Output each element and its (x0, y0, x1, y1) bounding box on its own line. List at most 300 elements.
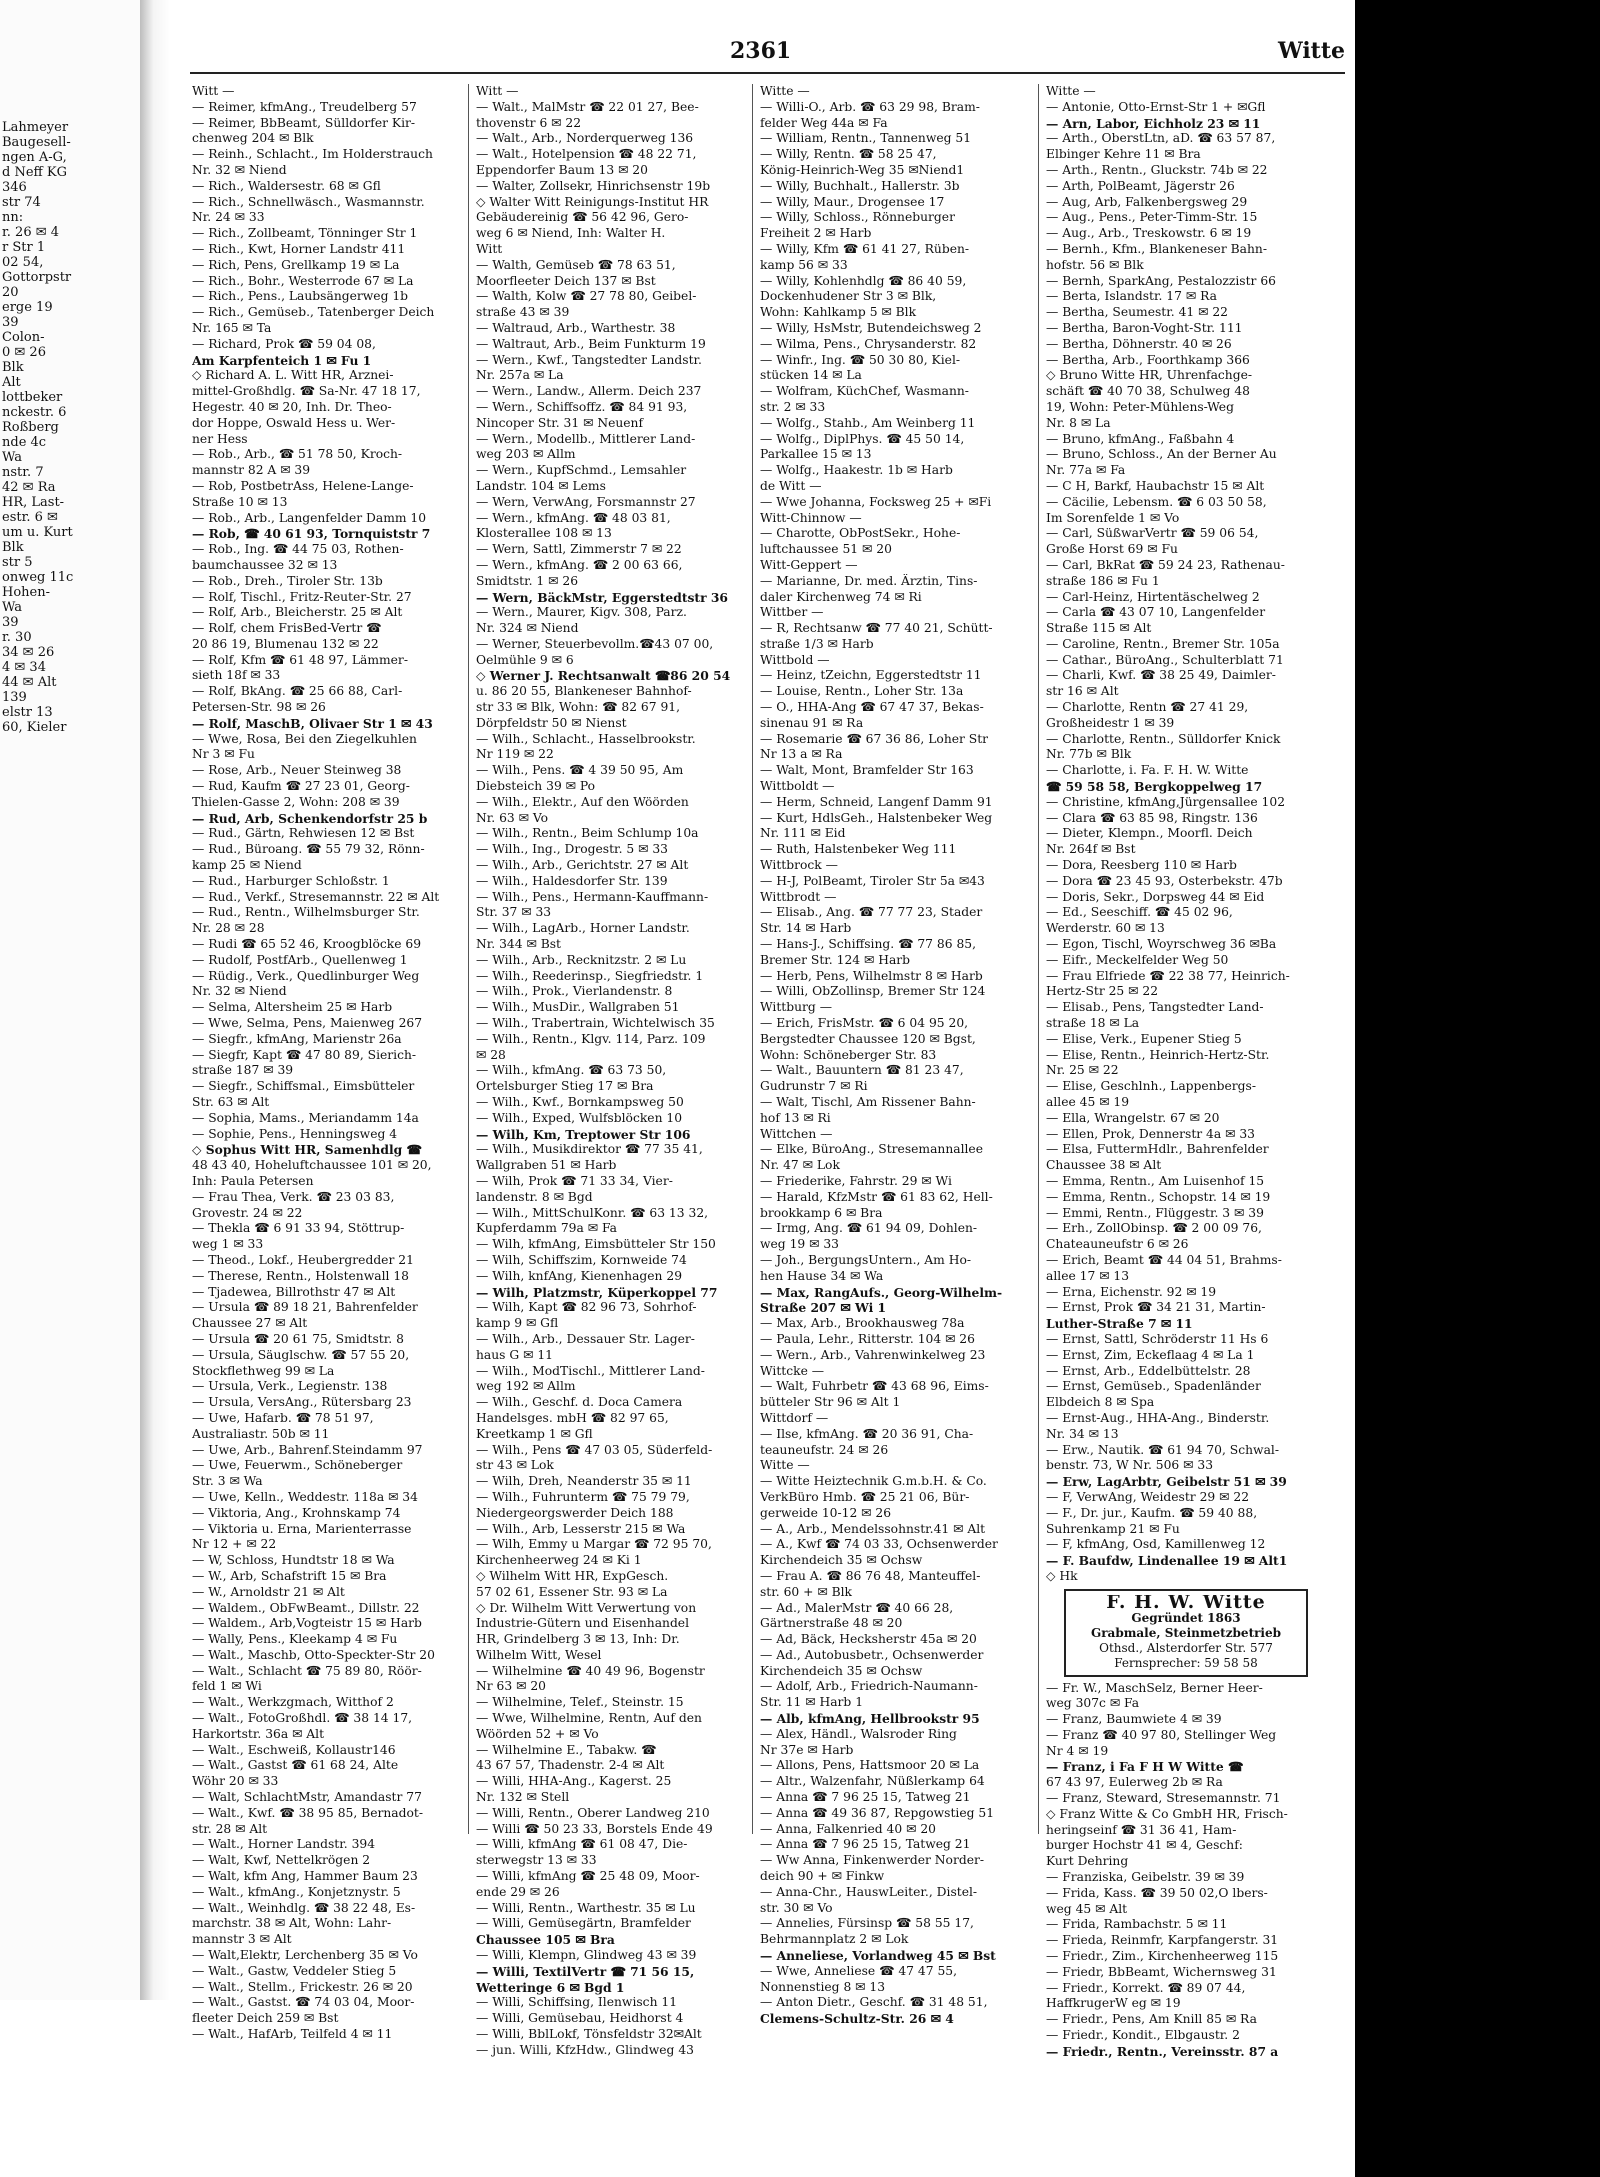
directory-entry: allee 17 ✉ 13 (1046, 1268, 1130, 1283)
directory-entry: — Walt., Weinhdlg. ☎ 38 22 48, Es- (192, 1900, 416, 1915)
directory-entry: Bremer Str. 124 ✉ Harb (760, 952, 911, 967)
directory-entry: felder Weg 44a ✉ Fa (760, 115, 888, 130)
directory-entry: — Franziska, Geibelstr. 39 ✉ 39 (1046, 1870, 1245, 1885)
directory-entry: Nr. 324 ✉ Niend (476, 621, 579, 636)
directory-entry: gerweide 10-12 ✉ 26 (760, 1505, 892, 1520)
directory-entry: — Wern., Maurer, Kigv. 308, Parz. (476, 605, 687, 620)
directory-entry: — Wern., kfmAng. ☎ 2 00 63 66, (476, 557, 683, 572)
directory-entry: str. 2 ✉ 33 (760, 399, 826, 414)
directory-entry: ner Hess (192, 431, 248, 446)
directory-entry: ◇ Richard A. L. Witt HR, Arznei- (192, 368, 394, 383)
directory-entry: — Alb, kfmAng, Hellbrookstr 95 (760, 1711, 980, 1727)
directory-entry: — Rob., Ing. ☎ 44 75 03, Rothen- (192, 542, 404, 557)
directory-entry: benstr. 73, W Nr. 506 ✉ 33 (1046, 1458, 1214, 1473)
directory-entry: — Ursula ☎ 20 61 75, Smidtstr. 8 (192, 1331, 404, 1346)
directory-entry: mannstr 82 A ✉ 39 (192, 463, 311, 478)
directory-entry: — Dieter, Klempn., Moorfl. Deich (1046, 826, 1253, 841)
directory-entry: — Friedr., Korrekt. ☎ 89 07 44, (1046, 1980, 1246, 1995)
directory-entry: — Bertha, Arb., Foorthkamp 366 (1046, 352, 1250, 367)
directory-entry: — Wilh., ModTischl., Mittlerer Land- (476, 1363, 705, 1378)
directory-entry: — Walt., Kwf. ☎ 38 95 85, Bernadot- (192, 1805, 423, 1820)
directory-entry: chenweg 204 ✉ Blk (192, 131, 314, 146)
directory-entry: — Wilma, Pens., Chrysanderstr. 82 (760, 336, 977, 351)
directory-entry: — Anna ☎ 49 36 87, Repgowstieg 51 (760, 1805, 995, 1820)
directory-entry: — Walt., Horner Landstr. 394 (192, 1837, 376, 1852)
directory-entry: — Bernh, SparkAng, Pestalozzistr 66 (1046, 273, 1276, 288)
directory-entry: VerkBüro Hmb. ☎ 25 21 06, Bür- (760, 1489, 970, 1504)
left-page-line: Hohen- (2, 585, 50, 600)
directory-entry: — Walt., Gastst. ☎ 74 03 04, Moor- (192, 1995, 415, 2010)
directory-entry: — Alex, Händl., Walsroder Ring (760, 1726, 957, 1741)
header-rule (190, 72, 1345, 74)
directory-entry: — Ursula, Verk., Legienstr. 138 (192, 1379, 388, 1394)
directory-entry: Eppendorfer Baum 13 ✉ 20 (476, 162, 648, 177)
directory-entry: — Rob, PostbetrAss, Helene-Lange- (192, 478, 414, 493)
directory-entry: — Carl-Heinz, Hirtentäschelweg 2 (1046, 589, 1260, 604)
directory-entry: — Rich, Pens, Grellkamp 19 ✉ La (192, 257, 400, 272)
advert-line-2: Othsd., Alsterdorfer Str. 577 (1099, 1640, 1273, 1655)
directory-entry: — Altr., Walzenfahr, Nüßlerkamp 64 (760, 1774, 985, 1789)
directory-entry: — Wilh., Haldesdorfer Str. 139 (476, 873, 668, 888)
directory-entry: 19, Wohn: Peter-Mühlens-Weg (1046, 399, 1234, 414)
directory-entry: — Wwe, Selma, Pens, Maienweg 267 (192, 1016, 423, 1031)
left-page-line: Baugesell- (2, 135, 71, 150)
directory-entry: — Walt, Tischl, Am Rissener Bahn- (760, 1095, 976, 1109)
directory-entry: kamp 25 ✉ Niend (192, 858, 302, 873)
directory-entry: — Ernst, Sattl, Schröderstr 11 Hs 6 (1046, 1331, 1269, 1346)
directory-entry: — Rud., Rentn., Wilhelmsburger Str. (192, 905, 420, 920)
directory-entry: stücken 14 ✉ La (760, 368, 862, 383)
directory-entry: Wöhr 20 ✉ 33 (192, 1774, 279, 1789)
directory-entry: — Dora ☎ 23 45 93, Osterbekstr. 47b (1046, 873, 1283, 888)
directory-entry: — Antonie, Otto-Ernst-Str 1 + ✉Gfl (1046, 99, 1266, 114)
directory-entry: Elbdeich 8 ✉ Spa (1046, 1395, 1155, 1410)
directory-entry: Diebsteich 39 ✉ Po (476, 779, 596, 794)
directory-entry: — Erh., ZollObinsp. ☎ 2 00 09 76, (1046, 1221, 1262, 1236)
directory-entry: — W., Arnoldstr 21 ✉ Alt (192, 1584, 345, 1599)
directory-entry: — Wern., KupfSchmd., Lemsahler (476, 463, 687, 478)
directory-entry: — Aug., Arb., Treskowstr. 6 ✉ 19 (1046, 226, 1252, 241)
directory-entry: — Ad., Autobusbetr., Ochsenwerder (760, 1647, 984, 1662)
directory-entry: — Waltraud, Arb., Warthestr. 38 (476, 320, 676, 335)
left-page-line: r. 26 ✉ 4 (2, 225, 60, 240)
directory-entry: hof 13 ✉ Ri (760, 1110, 831, 1125)
directory-entry: — Rud., Büroang. ☎ 55 79 32, Rönn- (192, 842, 425, 857)
directory-entry: — Ernst, Zim, Eckeflaag 4 ✉ La 1 (1046, 1347, 1255, 1362)
left-page-line: lottbeker (2, 390, 63, 405)
directory-entry: — Walt., HafArb, Teilfeld 4 ✉ 11 (192, 2027, 393, 2042)
directory-entry: — Frida, Kass. ☎ 39 50 02,O lbers- (1046, 1885, 1268, 1900)
directory-entry: weg 192 ✉ Allm (476, 1379, 576, 1394)
directory-entry: Wallgraben 51 ✉ Harb (476, 1158, 617, 1173)
directory-entry: — Erich, Beamt ☎ 44 04 51, Brahms- (1046, 1252, 1282, 1267)
directory-entry: Parkallee 15 ✉ 13 (760, 447, 872, 462)
directory-entry: ✉ 28 (476, 1047, 506, 1062)
directory-entry: — Walt, kfm Ang, Hammer Baum 23 (192, 1869, 418, 1884)
directory-entry: — Selma, Altersheim 25 ✉ Harb (192, 1000, 393, 1015)
directory-entry: weg 203 ✉ Allm (476, 447, 576, 462)
directory-entry: — Walth, Gemüseb ☎ 78 63 51, (476, 257, 676, 272)
directory-entry: Hertz-Str 25 ✉ 22 (1046, 984, 1159, 999)
directory-entry: — Ernst-Aug., HHA-Ang., Binderstr. (1046, 1410, 1270, 1425)
directory-entry: allee 45 ✉ 19 (1046, 1095, 1130, 1109)
left-page-line: Colon- (2, 330, 45, 345)
directory-entry: — Rob., Arb., ☎ 51 78 50, Kroch- (192, 447, 403, 462)
directory-entry: — Rich., Kwt, Horner Landstr 411 (192, 241, 406, 256)
directory-entry: — R, Rechtsanw ☎ 77 40 21, Schütt- (760, 621, 993, 636)
running-head: Witte (1278, 38, 1345, 64)
left-page-line: um u. Kurt (2, 525, 73, 540)
directory-entry: — Siegfr, Kapt ☎ 47 80 89, Sierich- (192, 1047, 417, 1062)
directory-entry: Nr. 32 ✉ Niend (192, 984, 287, 999)
directory-entry: Stockflethweg 99 ✉ La (192, 1363, 335, 1378)
directory-entry: — Wilh., Elektr., Auf den Wöörden (476, 794, 689, 809)
directory-entry: — Wern., Landw., Allerm. Deich 237 (476, 384, 702, 399)
directory-entry: — Werner, Steuerbevollm.☎43 07 00, (476, 636, 714, 651)
left-page-line: r Str 1 (2, 240, 46, 255)
directory-entry: Großheidestr 1 ✉ 39 (1046, 715, 1175, 730)
directory-entry: thovenstr 6 ✉ 22 (476, 115, 582, 130)
directory-entry: weg 1 ✉ 33 (192, 1237, 264, 1252)
directory-entry: — Wilh., Pens., Hermann-Kauffmann- (476, 889, 709, 904)
directory-entry: Nr. 257a ✉ La (476, 368, 564, 383)
directory-entry: — Sophie, Pens., Henningsweg 4 (192, 1126, 398, 1141)
directory-entry: Witte — (760, 1458, 810, 1473)
directory-entry: — Rolf, BkAng. ☎ 25 66 88, Carl- (192, 684, 403, 699)
directory-entry: — Walt., MalMstr ☎ 22 01 27, Bee- (476, 99, 699, 114)
directory-entry: — Rich., Zollbeamt, Tönninger Str 1 (192, 226, 418, 241)
directory-entry: — Wolfg., DiplPhys. ☎ 45 50 14, (760, 431, 965, 446)
directory-entry: Bergstedter Chaussee 120 ✉ Bgst, (760, 1031, 976, 1046)
directory-entry: sinenau 91 ✉ Ra (760, 715, 864, 730)
directory-entry: — Heinz, tZeichn, Eggerstedtstr 11 (760, 668, 982, 683)
directory-entry: — Christine, kfmAng,Jürgensallee 102 (1046, 794, 1286, 809)
directory-entry: — Wwe Johanna, Focksweg 25 + ✉Fi (760, 494, 992, 509)
directory-entry: — Ruth, Halstenbeker Weg 111 (760, 842, 957, 857)
directory-entry: — Willy, Rentn. ☎ 58 25 47, (760, 147, 937, 162)
directory-entry: ◇ Dr. Wilhelm Witt Verwertung von (476, 1600, 697, 1615)
directory-entry: — H-J, PolBeamt, Tiroler Str 5a ✉43 (760, 873, 985, 888)
directory-entry: kamp 56 ✉ 33 (760, 257, 848, 272)
directory-entry: — Harald, KfzMstr ☎ 61 83 62, Hell- (760, 1189, 993, 1204)
directory-entry: — Caroline, Rentn., Bremer Str. 105a (1046, 636, 1280, 651)
directory-entry: str 33 ✉ Blk, Wohn: ☎ 82 67 91, (476, 700, 681, 715)
directory-entry: Kupferdamm 79a ✉ Fa (476, 1221, 617, 1236)
directory-entry: Wittber — (760, 605, 824, 620)
directory-entry: — Wilh., Exped, Wulfsblöcken 10 (476, 1110, 683, 1125)
directory-entry: — Wern, BäckMstr, Eggerstedtstr 36 (476, 589, 728, 605)
directory-entry: — Friederike, Fahrstr. 29 ✉ Wi (760, 1173, 952, 1188)
directory-entry: — Uwe, Kelln., Weddestr. 118a ✉ 34 (192, 1489, 418, 1504)
directory-entry: — O., HHA-Ang ☎ 67 47 37, Bekas- (760, 700, 984, 715)
directory-entry: Moorfleeter Deich 137 ✉ Bst (476, 273, 656, 288)
page-number: 2361 (730, 38, 792, 64)
directory-entry: Landstr. 104 ✉ Lems (476, 478, 606, 493)
directory-entry: Nr 119 ✉ 22 (476, 747, 554, 762)
directory-entry: Chaussee 105 ✉ Bra (476, 1932, 615, 1948)
directory-entry: — Elise, Geschlnh., Lappenbergs- (1046, 1079, 1256, 1094)
directory-entry: Inh: Paula Petersen (192, 1173, 314, 1188)
directory-entry: — Ursula, Säuglschw. ☎ 57 55 20, (192, 1347, 410, 1362)
left-page-line: HR, Last- (2, 495, 65, 510)
directory-entry: — Erw, LagArbtr, Geibelstr 51 ✉ 39 (1046, 1474, 1287, 1490)
directory-column-4 (1046, 84, 1316, 2060)
directory-entry: — Rud., Verkf., Stresemannstr. 22 ✉ Alt (192, 889, 440, 904)
directory-entry: — Viktoria u. Erna, Marienterrasse (192, 1521, 412, 1536)
directory-entry: Petersen-Str. 98 ✉ 26 (192, 700, 326, 715)
directory-entry: Nr. 77b ✉ Blk (1046, 747, 1132, 762)
directory-entry: — Rich., Pens., Laubsängerweg 1b (192, 289, 409, 304)
directory-entry: — Walt., Werkzgmach, Witthof 2 (192, 1695, 394, 1710)
directory-entry: — Rich., Waldersestr. 68 ✉ Gfl (192, 178, 381, 193)
directory-entry: — Uwe, Feuerwm., Schöneberger (192, 1458, 403, 1473)
directory-entry: — Cathar., BüroAng., Schulterblatt 71 (1046, 652, 1284, 667)
directory-entry: — Rob., Dreh., Tiroler Str. 13b (192, 573, 383, 588)
directory-entry: — Willi, Gemüsebau, Heidhorst 4 (476, 2011, 684, 2026)
directory-entry: — Carl, BkRat ☎ 59 24 23, Rathenau- (1046, 557, 1285, 572)
directory-entry: Nr. 63 ✉ Vo (476, 810, 549, 825)
directory-entry: teauneufstr. 24 ✉ 26 (760, 1442, 889, 1457)
directory-entry: — Theod., Lokf., Heubergredder 21 (192, 1252, 414, 1267)
directory-entry: 43 67 57, Thadenstr. 2-4 ✉ Alt (476, 1758, 665, 1773)
directory-entry: — Frida, Rambachstr. 5 ✉ 11 (1046, 1917, 1228, 1932)
directory-entry: mannstr 3 ✉ Alt (192, 1932, 292, 1947)
directory-entry: Harkortstr. 36a ✉ Alt (192, 1726, 325, 1741)
directory-entry: 20 86 19, Blumenau 132 ✉ 22 (192, 636, 379, 651)
directory-entry: — Egon, Tischl, Woyrschweg 36 ✉Ba (1046, 937, 1277, 952)
directory-entry: — Rolf, Kfm ☎ 61 48 97, Lämmer- (192, 652, 408, 667)
directory-entry: Wittchen — (760, 1126, 833, 1141)
directory-entry: — Wwe, Anneliese ☎ 47 47 55, (760, 1963, 957, 1978)
directory-entry: — Friedr., Rentn., Vereinsstr. 87 a (1046, 2043, 1279, 2059)
directory-entry: — Emmi, Rentn., Flüggestr. 3 ✉ 39 (1046, 1205, 1264, 1220)
directory-entry: — Berta, Islandstr. 17 ✉ Ra (1046, 289, 1217, 304)
directory-entry: — Rud, Kaufm ☎ 27 23 01, Georg- (192, 779, 410, 794)
directory-entry: — Winfr., Ing. ☎ 50 30 80, Kiel- (760, 352, 961, 367)
directory-entry: — Ella, Wrangelstr. 67 ✉ 20 (1046, 1110, 1220, 1125)
directory-entry: Dörpfeldstr 50 ✉ Nienst (476, 715, 627, 730)
directory-entry: heringseinf ☎ 31 36 41, Ham- (1046, 1822, 1237, 1837)
directory-entry: — Wilh., Reederinsp., Siegfriedstr. 1 (476, 968, 704, 983)
directory-entry: hen Hause 34 ✉ Wa (760, 1268, 884, 1283)
directory-entry: — Walt,Elektr, Lerchenberg 35 ✉ Vo (192, 1948, 418, 1963)
directory-entry: — Wilh, kfmAng, Eimsbütteler Str 150 (476, 1237, 716, 1252)
directory-entry: Nr. 165 ✉ Ta (192, 320, 272, 335)
directory-entry: Gudrunstr 7 ✉ Ri (760, 1079, 868, 1094)
directory-entry: — Willi, HHA-Ang., Kagerst. 25 (476, 1774, 672, 1789)
left-page-line: 34 ✉ 26 (2, 645, 55, 660)
directory-entry: — Rud., Harburger Schloßstr. 1 (192, 873, 390, 888)
directory-entry: Industrie-Gütern und Eisenhandel (476, 1616, 690, 1631)
directory-entry: — Kurt, HdlsGeh., Halstenbeker Weg (760, 810, 993, 825)
directory-entry: Ortelsburger Stieg 17 ✉ Bra (476, 1079, 654, 1094)
left-page-line: Wa (2, 450, 22, 465)
directory-entry: Witt-Geppert — (760, 557, 858, 572)
left-page-line: d Neff KG (2, 165, 67, 180)
left-page-line: Roßberg (2, 420, 59, 435)
directory-entry: — Franz ☎ 40 97 80, Stellinger Weg (1046, 1727, 1277, 1742)
directory-entry: — Thekla ☎ 6 91 33 94, Stöttrup- (192, 1221, 405, 1236)
directory-entry: — Frau A. ☎ 86 76 48, Manteuffel- (760, 1568, 981, 1583)
directory-entry: — Willy, Schloss., Rönneburger (760, 210, 955, 225)
directory-entry: — Wolfg., Haakestr. 1b ✉ Harb (760, 463, 953, 478)
directory-entry: — Rolf, chem FrisBed-Vertr ☎ (192, 621, 382, 636)
directory-entry: Wittbrock — (760, 858, 838, 873)
directory-entry: str. 60 + ✉ Blk (760, 1584, 852, 1599)
directory-entry: str. 28 ✉ Alt (192, 1821, 268, 1836)
directory-column-3 (760, 84, 1030, 2027)
directory-entry: — Walt., Gastw, Veddeler Stieg 5 (192, 1963, 397, 1978)
column-divider (1038, 84, 1039, 1834)
directory-entry: Wetteringe 6 ✉ Bgd 1 (476, 1979, 625, 1995)
directory-entry: — Willi, Klempn, Glindweg 43 ✉ 39 (476, 1948, 697, 1963)
directory-entry: — jun. Willi, KfzHdw., Glindweg 43 (476, 2042, 694, 2057)
directory-entry: weg 19 ✉ 33 (760, 1237, 839, 1252)
directory-entry: — Witte Heiztechnik G.m.b.H. & Co. (760, 1474, 987, 1489)
directory-entry: — Wilh., Prok., Vierlandenstr. 8 (476, 984, 673, 999)
directory-entry: — Willi, Schiffsing, Ilenwisch 11 (476, 1995, 678, 2010)
directory-entry: — Ad, Bäck, Hecksherstr 45a ✉ 20 (760, 1632, 977, 1647)
directory-entry: Wöörden 52 + ✉ Vo (476, 1726, 599, 1741)
directory-entry: Nr. 132 ✉ Stell (476, 1790, 570, 1805)
left-page-line: 60, Kieler (2, 720, 67, 735)
directory-entry: — Wilh., Arb., Gerichtstr. 27 ✉ Alt (476, 858, 689, 873)
directory-entry: weg 6 ✉ Niend, Inh: Walter H. (476, 226, 666, 241)
directory-entry: — Erich, FrisMstr. ☎ 6 04 95 20, (760, 1016, 969, 1031)
directory-entry: schäft ☎ 40 70 38, Schulweg 48 (1046, 384, 1250, 399)
directory-entry: — Walt., FotoGroßhdl. ☎ 38 14 17, (192, 1711, 413, 1726)
directory-entry: — Willi, kfmAng ☎ 25 48 09, Moor- (476, 1869, 700, 1884)
left-page-line: estr. 6 ✉ (2, 510, 58, 525)
directory-entry: — Wilh., Arb., Recknitzstr. 2 ✉ Lu (476, 952, 687, 967)
directory-entry: — F, kfmAng, Osd, Kamillenweg 12 (1046, 1537, 1266, 1552)
directory-entry: — Friedr., Kondit., Elbgaustr. 2 (1046, 2028, 1240, 2043)
directory-entry: — Willi ☎ 50 23 33, Borstels Ende 49 (476, 1821, 713, 1836)
directory-entry: — Wwe, Wilhelmine, Rentn, Auf den (476, 1711, 702, 1726)
directory-entry: Nr. 24 ✉ 33 (192, 210, 265, 225)
directory-entry: — Wilh., Pens. ☎ 4 39 50 95, Am (476, 763, 684, 778)
directory-entry: König-Heinrich-Weg 35 ✉Niend1 (760, 162, 965, 177)
directory-entry: — Cäcilie, Lebensm. ☎ 6 03 50 58, (1046, 494, 1267, 509)
directory-entry: Nr 4 ✉ 19 (1046, 1743, 1109, 1758)
directory-entry: — Wilh, Platzmstr, Küperkoppel 77 (476, 1284, 718, 1300)
directory-entry: — Herm, Schneid, Langenf Damm 91 (760, 794, 993, 809)
directory-entry: Straße 207 ✉ Wi 1 (760, 1300, 887, 1316)
directory-entry: Grovestr. 24 ✉ 22 (192, 1205, 303, 1220)
directory-entry: — Elisab., Ang. ☎ 77 77 23, Stader (760, 905, 983, 920)
directory-entry: Kirchendeich 35 ✉ Ochsw (760, 1553, 923, 1568)
directory-entry: — Wolfg., Stahb., Am Weinberg 11 (760, 415, 976, 430)
directory-entry: — Willy, Kohlenhdlg ☎ 86 40 59, (760, 273, 967, 288)
directory-entry: kamp 9 ✉ Gfl (476, 1316, 559, 1331)
directory-entry: — Willi, kfmAng ☎ 61 08 47, Die- (476, 1837, 688, 1852)
directory-entry: burger Hochstr 41 ✉ 4, Geschf: (1046, 1838, 1243, 1853)
directory-entry: — Aug., Pens., Peter-Timm-Str. 15 (1046, 210, 1258, 225)
scan-border-right (1355, 0, 1600, 2177)
directory-entry: — Wilh., MusDir., Wallgraben 51 (476, 1000, 680, 1015)
left-page-line: 39 (2, 315, 19, 330)
book-gutter (140, 0, 170, 2000)
directory-entry: — Reimer, BbBeamt, Sülldorfer Kir- (192, 115, 416, 130)
left-page-line: str 74 (2, 195, 41, 210)
directory-entry: — Marianne, Dr. med. Ärztin, Tins- (760, 573, 978, 588)
directory-entry: ◇ Werner J. Rechtsanwalt ☎86 20 54 (476, 668, 731, 684)
directory-entry: — Walt., Stellm., Frickestr. 26 ✉ 20 (192, 1979, 413, 1994)
directory-entry: brookkamp 6 ✉ Bra (760, 1205, 883, 1220)
left-page-line: 39 (2, 615, 19, 630)
left-page-line: 4 ✉ 34 (2, 660, 46, 675)
directory-entry: Clemens-Schultz-Str. 26 ✉ 4 (760, 2011, 954, 2027)
directory-entry: Kirchendeich 35 ✉ Ochsw (760, 1663, 923, 1678)
directory-entry: Nr. 111 ✉ Eid (760, 826, 846, 841)
left-page-line: Lahmeyer (2, 120, 69, 135)
directory-entry: — Rich., Bohr., Westerrode 67 ✉ La (192, 273, 414, 288)
directory-entry: Nr 37e ✉ Harb (760, 1742, 854, 1757)
directory-entry: — Anna ☎ 7 96 25 15, Tatweg 21 (760, 1837, 971, 1852)
directory-entry: Elbinger Kehre 11 ✉ Bra (1046, 147, 1201, 162)
left-page-line: erge 19 (2, 300, 53, 315)
directory-entry: Str. 3 ✉ Wa (192, 1474, 263, 1489)
directory-entry: Str. 63 ✉ Alt (192, 1095, 270, 1109)
directory-entry: — Wally, Pens., Kleekamp 4 ✉ Fu (192, 1632, 398, 1647)
directory-entry: — Eifr., Meckelfelder Weg 50 (1046, 952, 1229, 967)
directory-entry: — Franz, Steward, Stresemannstr. 71 (1046, 1791, 1281, 1806)
directory-entry: — Willy, HsMstr, Butendeichsweg 2 (760, 320, 982, 335)
directory-entry: — Wilh., Geschf. d. Doca Camera (476, 1395, 683, 1410)
directory-entry: — Max, Arb., Brookhausweg 78a (760, 1316, 965, 1331)
directory-entry: — Ursula ☎ 89 18 21, Bahrenfelder (192, 1300, 418, 1315)
directory-entry: haus G ✉ 11 (476, 1347, 553, 1362)
directory-entry: — Bertha, Döhnerstr. 40 ✉ 26 (1046, 336, 1232, 351)
directory-entry: Str. 14 ✉ Harb (760, 921, 852, 936)
directory-entry: Wittdorf — (760, 1410, 829, 1425)
directory-entry: — Charli, Kwf. ☎ 38 25 49, Daimler- (1046, 668, 1276, 683)
directory-entry: deich 90 + ✉ Finkw (760, 1869, 885, 1884)
directory-entry: ◇ Sophus Witt HR, Samenhdlg ☎ (192, 1142, 422, 1158)
directory-entry: — Ilse, kfmAng. ☎ 20 36 91, Cha- (760, 1426, 974, 1441)
directory-entry: — Rüdig., Verk., Quedlinburger Weg (192, 968, 420, 983)
directory-entry: HaffkrugerW eg ✉ 19 (1046, 1996, 1181, 2011)
directory-entry: ◇ Walter Witt Reinigungs-Institut HR (476, 194, 709, 209)
directory-entry: — Bernh., Kfm., Blankeneser Bahn- (1046, 241, 1267, 256)
directory-entry: — William, Rentn., Tannenweg 51 (760, 131, 972, 146)
directory-entry: — Rud, Arb, Schenkendorfstr 25 b (192, 810, 428, 826)
directory-entry: — Wilh., Pens ☎ 47 03 05, Süderfeld- (476, 1442, 713, 1457)
directory-entry: ende 29 ✉ 26 (476, 1884, 560, 1899)
directory-entry: — Rolf, MaschB, Olivaer Str 1 ✉ 43 (192, 715, 433, 731)
directory-entry: Im Sorenfelde 1 ✉ Vo (1046, 510, 1180, 525)
directory-entry: — Wilh, Dreh, Neanderstr 35 ✉ 11 (476, 1474, 692, 1489)
directory-entry: — Waldem., ObFwBeamt., Dillstr. 22 (192, 1600, 420, 1615)
directory-entry: — Wern., kfmAng. ☎ 48 03 81, (476, 510, 671, 525)
directory-entry: Witt — (476, 84, 519, 98)
directory-entry: — Bertha, Baron-Voght-Str. 111 (1046, 320, 1243, 335)
directory-entry: Nr. 264f ✉ Bst (1046, 842, 1136, 857)
directory-entry: — Walter, Zollsekr, Hinrichsenstr 19b (476, 178, 711, 193)
directory-entry: — Wern, VerwAng, Forsmannstr 27 (476, 494, 696, 509)
directory-entry: Witte — (1046, 84, 1096, 98)
directory-entry: — F. Baufdw, Lindenallee 19 ✉ Alt1 (1046, 1553, 1288, 1569)
directory-entry: Große Horst 69 ✉ Fu (1046, 542, 1178, 557)
directory-entry: Gebäudereinig ☎ 56 42 96, Gero- (476, 210, 689, 225)
advert-phone: Fernsprecher: 59 58 58 (1114, 1655, 1258, 1670)
directory-entry: Am Karpfenteich 1 ✉ Fu 1 (192, 352, 372, 368)
left-page-line: Gottorpstr (2, 270, 72, 285)
directory-entry: — Wilh., MittSchulKonr. ☎ 63 13 32, (476, 1205, 709, 1220)
directory-entry: — Walt., Arb., Norderquerweg 136 (476, 131, 694, 146)
directory-entry: — Wilh., Ing., Drogestr. 5 ✉ 33 (476, 842, 668, 857)
directory-entry: — Wilhelmine E., Tabakw. ☎ (476, 1742, 657, 1757)
